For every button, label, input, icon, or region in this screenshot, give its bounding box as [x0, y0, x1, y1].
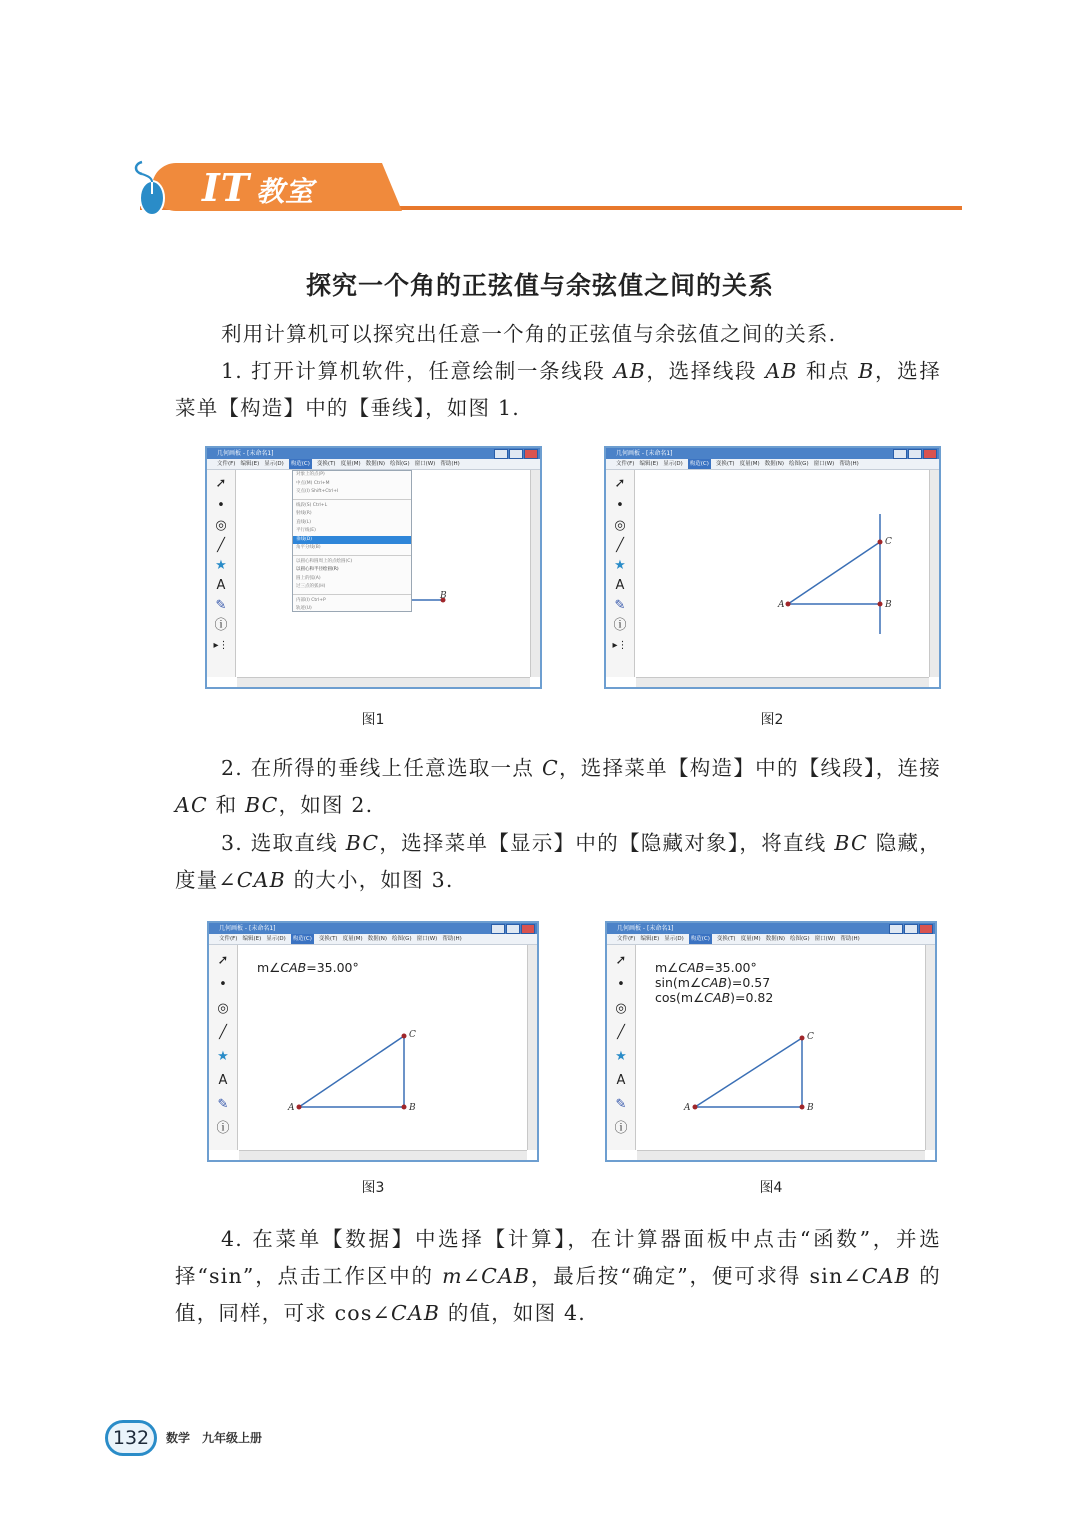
window-title: 几何画板 - [未命名1] — [607, 923, 935, 934]
angle-measurement[interactable]: m∠CAB=35.00° — [655, 960, 757, 975]
menu-edit[interactable]: 编辑(E) — [640, 936, 660, 942]
step1-t1: 1. 打开计算机软件，任意绘制一条线段 — [221, 359, 606, 383]
step1-t4: ，选择菜单【构造】中的【垂线】，如图 1. — [175, 359, 942, 420]
horizontal-scrollbar[interactable] — [239, 1150, 527, 1160]
menu-construct[interactable]: 构造(C) — [290, 461, 310, 467]
marker-tool-icon[interactable]: ✎ — [615, 1097, 627, 1112]
step1-t3: 和点 — [805, 359, 851, 383]
menu-separator — [293, 553, 411, 556]
step4-t1: 4. 在菜单【数据】中选择【计算】，在计算器面板中点击“函数”，并选择“sin”，点击工作区中的 — [175, 1227, 941, 1288]
menu-data[interactable]: 数据(N) — [765, 936, 786, 942]
vertical-scrollbar[interactable] — [530, 470, 540, 677]
step4-paragraph — [175, 1221, 941, 1332]
menu-item-ray[interactable]: 射线(R) — [296, 511, 312, 516]
window-title: 几何画板 - [未命名1] — [209, 923, 537, 934]
menu-item-locus[interactable]: 轨迹(U) — [296, 606, 312, 611]
point-a[interactable] — [693, 1105, 698, 1110]
text-tool-icon[interactable]: A — [616, 1073, 626, 1088]
marker-tool-icon[interactable]: ✎ — [614, 598, 626, 613]
step1-t2: ，选择线段 — [645, 359, 758, 383]
point-b[interactable] — [800, 1105, 805, 1110]
point-c[interactable] — [878, 540, 883, 545]
point-tool-icon[interactable]: • — [616, 498, 624, 513]
step1-v3: B — [858, 359, 875, 383]
menu-file[interactable]: 文件(F) — [217, 461, 236, 467]
page-number: 132 — [105, 1420, 157, 1456]
intro-paragraph: 利用计算机可以探究出任意一个角的正弦值与余弦值之间的关系. — [221, 322, 837, 346]
menu-transform[interactable]: 变换(T) — [316, 461, 336, 467]
cosine-calculation[interactable]: cos(m∠CAB)=0.82 — [655, 990, 774, 1005]
angle-measurement[interactable]: m∠CAB=35.00° — [257, 960, 359, 975]
marker-tool-icon[interactable]: ✎ — [217, 1097, 229, 1112]
window-title: 几何画板 - [未命名1] — [606, 448, 939, 459]
menu-help[interactable]: 帮助(H) — [839, 461, 859, 467]
step1-v2: AB — [765, 359, 798, 383]
polygon-tool-icon[interactable]: ★ — [217, 1049, 229, 1064]
horizontal-scrollbar[interactable] — [637, 1150, 925, 1160]
menu-separator — [293, 592, 411, 595]
menu-transform[interactable]: 变换(T) — [715, 461, 735, 467]
figure-3-window — [207, 921, 539, 1162]
step3-t2: ，选择菜单【显示】中的【隐藏对象】，将直线 — [379, 831, 827, 855]
menu-item-arc-on-circle[interactable]: 圆上的弧(A) — [296, 575, 321, 581]
figure-1-window — [205, 446, 542, 689]
compass-tool-icon[interactable]: ◎ — [615, 1001, 627, 1016]
menu-item-segment[interactable]: 线段(S) Ctrl+L — [296, 502, 328, 508]
menu-edit[interactable]: 编辑(E) — [240, 461, 260, 467]
menu-file[interactable]: 文件(F) — [219, 936, 238, 942]
step1-paragraph — [175, 353, 941, 427]
arrow-tool-icon[interactable]: ➚ — [215, 476, 227, 491]
step4-t3: 的值，同样，可求 cos∠ — [175, 1264, 941, 1325]
menu-graph[interactable]: 绘图(G) — [392, 936, 412, 942]
step1-v1: AB — [613, 359, 646, 383]
menu-construct[interactable]: 构造(C) — [292, 936, 312, 942]
step2-t2: ，选择菜单【构造】中的【线段】，连接 — [558, 756, 941, 780]
menu-item-perpendicular[interactable]: 垂线(D) — [293, 536, 411, 545]
vertical-scrollbar[interactable] — [925, 945, 935, 1150]
label-a: A — [778, 600, 785, 610]
figure-4-canvas — [607, 923, 935, 1160]
menu-edit[interactable]: 编辑(E) — [639, 461, 659, 467]
menu-window[interactable]: 窗口(W) — [813, 461, 835, 467]
point-b[interactable] — [402, 1105, 407, 1110]
line-tool-icon[interactable]: ╱ — [219, 1025, 227, 1040]
menu-item-midpoint[interactable]: 中点(M) Ctrl+M — [296, 480, 330, 486]
section-title: 探究一个角的正弦值与余弦值之间的关系 — [305, 271, 774, 300]
line-tool-icon[interactable]: ╱ — [616, 538, 624, 553]
custom-tool-icon[interactable]: ▸⋮ — [213, 640, 229, 651]
menu-data[interactable]: 数据(N) — [367, 936, 388, 942]
label-b: B — [807, 1103, 814, 1113]
figure-4-window — [605, 921, 937, 1162]
label-b: B — [440, 591, 447, 601]
menu-file[interactable]: 文件(F) — [617, 936, 636, 942]
menu-item-interior[interactable]: 内部(I) Ctrl+P — [296, 597, 326, 603]
step4-v3: CAB — [390, 1301, 441, 1325]
menu-item-arc-three-points[interactable]: 过三点的弧(H) — [296, 584, 326, 589]
step2-v3: BC — [245, 793, 279, 817]
step3-t1: 3. 选取直线 — [221, 831, 338, 855]
step2-v1: C — [541, 756, 559, 780]
menu-transform[interactable]: 变换(T) — [318, 936, 338, 942]
info-tool-icon[interactable]: ⓘ — [216, 1121, 230, 1136]
point-tool-icon[interactable]: • — [219, 977, 227, 992]
label-c: C — [885, 537, 892, 547]
line-tool-icon[interactable]: ╱ — [617, 1025, 625, 1040]
menu-graph[interactable]: 绘图(G) — [390, 461, 410, 467]
polygon-tool-icon[interactable]: ★ — [215, 558, 227, 573]
step3-v1: BC — [345, 831, 380, 855]
menu-edit[interactable]: 编辑(E) — [242, 936, 262, 942]
step3-t4: 的大小，如图 3. — [293, 868, 454, 892]
point-c[interactable] — [800, 1036, 805, 1041]
book-title: 数学 九年级上册 — [166, 1431, 263, 1445]
line-tool-icon[interactable]: ╱ — [217, 538, 225, 553]
sine-calculation[interactable]: sin(m∠CAB)=0.57 — [655, 975, 771, 990]
menu-measure[interactable]: 度量(M) — [739, 461, 760, 467]
menu-display[interactable]: 显示(D) — [264, 461, 284, 467]
menu-item-circle-center-point[interactable]: 以圆心和圆周上的点绘圆(C) — [296, 558, 353, 564]
menu-separator — [293, 497, 411, 500]
figure-2-caption: 图2 — [760, 712, 784, 728]
menu-item-line[interactable]: 直线(L) — [296, 519, 312, 525]
menu-window[interactable]: 窗口(W) — [416, 936, 438, 942]
step4-t2: ，最后按“确定”，便可求得 sin∠ — [530, 1264, 862, 1288]
header-title-class: 教室 — [256, 175, 315, 208]
label-c: C — [409, 1030, 416, 1040]
info-tool-icon[interactable]: ⓘ — [214, 618, 228, 633]
point-c[interactable] — [402, 1034, 407, 1039]
vertical-scrollbar[interactable] — [929, 470, 939, 677]
info-tool-icon[interactable]: ⓘ — [614, 1121, 628, 1136]
header-title-it: IT — [202, 165, 251, 210]
custom-tool-icon[interactable]: ▸⋮ — [612, 640, 628, 651]
arrow-tool-icon[interactable]: ➚ — [614, 476, 626, 491]
figure-3-canvas — [209, 923, 537, 1160]
text-tool-icon[interactable]: A — [216, 578, 226, 593]
compass-tool-icon[interactable]: ◎ — [217, 1001, 229, 1016]
text-tool-icon[interactable]: A — [218, 1073, 228, 1088]
menu-item-intersection[interactable]: 交点(I) Shift+Ctrl+I — [296, 489, 339, 494]
horizontal-scrollbar[interactable] — [636, 677, 929, 687]
step2-paragraph — [175, 750, 941, 824]
menu-graph[interactable]: 绘图(G) — [789, 461, 809, 467]
menu-data[interactable]: 数据(N) — [764, 461, 785, 467]
menu-help[interactable]: 帮助(H) — [440, 461, 460, 467]
menu-measure[interactable]: 度量(M) — [342, 936, 363, 942]
menu-window[interactable]: 窗口(W) — [414, 461, 436, 467]
menu-item-parallel[interactable]: 平行线(E) — [296, 528, 316, 533]
segment-ac[interactable] — [695, 1038, 802, 1107]
menu-measure[interactable]: 度量(M) — [740, 936, 761, 942]
point-a[interactable] — [297, 1105, 302, 1110]
step4-v1: m∠CAB — [442, 1264, 531, 1288]
step3-v2: BC — [834, 831, 868, 855]
arrow-tool-icon[interactable]: ➚ — [615, 953, 627, 968]
compass-tool-icon[interactable]: ◎ — [215, 518, 227, 533]
menu-help[interactable]: 帮助(H) — [840, 936, 860, 942]
point-a[interactable] — [786, 602, 791, 607]
segment-ac[interactable] — [299, 1036, 404, 1107]
step4-t4: 的值，如图 4. — [447, 1301, 586, 1325]
menu-graph[interactable]: 绘图(G) — [790, 936, 810, 942]
step4-v2: CAB — [861, 1264, 911, 1288]
arrow-tool-icon[interactable]: ➚ — [217, 953, 229, 968]
label-c: C — [807, 1032, 814, 1042]
step3-paragraph — [175, 825, 941, 899]
step2-t3: 和 — [215, 793, 238, 817]
horizontal-scrollbar[interactable] — [237, 677, 530, 687]
marker-tool-icon[interactable]: ✎ — [215, 598, 227, 613]
polygon-tool-icon[interactable]: ★ — [615, 1049, 627, 1064]
mouse-icon — [130, 158, 178, 218]
label-a: A — [288, 1103, 295, 1113]
menu-help[interactable]: 帮助(H) — [442, 936, 462, 942]
polygon-tool-icon[interactable]: ★ — [614, 558, 626, 573]
menu-transform[interactable]: 变换(T) — [716, 936, 736, 942]
figure-1-caption: 图1 — [361, 712, 385, 728]
menu-window[interactable]: 窗口(W) — [814, 936, 836, 942]
text-tool-icon[interactable]: A — [615, 578, 625, 593]
menu-display[interactable]: 显示(D) — [663, 461, 683, 467]
menu-construct[interactable]: 构造(C) — [690, 936, 710, 942]
menu-display[interactable]: 显示(D) — [266, 936, 286, 942]
menu-item-point-on-object[interactable]: 对象上的点(P) — [296, 472, 325, 477]
menu-measure[interactable]: 度量(M) — [340, 461, 361, 467]
figure-4-caption: 图4 — [759, 1180, 783, 1196]
label-b: B — [409, 1103, 416, 1113]
figure-2-window — [604, 446, 941, 689]
step3-t3: 隐藏，度量∠ — [175, 831, 942, 892]
menu-item-angle-bisector[interactable]: 角平分线(B) — [296, 545, 321, 550]
header-title — [202, 166, 314, 210]
menu-item-circle-center-radius[interactable]: 以圆心和半径绘圆(R) — [296, 567, 339, 572]
step3-v3: CAB — [236, 868, 286, 892]
window-title: 几何画板 - [未命名1] — [207, 448, 540, 459]
menu-data[interactable]: 数据(N) — [365, 461, 386, 467]
step2-t4: ，如图 2. — [278, 793, 374, 817]
figure-2-canvas — [606, 448, 939, 687]
figure-3-caption: 图3 — [361, 1180, 385, 1196]
point-tool-icon[interactable]: • — [617, 977, 625, 992]
label-b: B — [885, 600, 892, 610]
construct-dropdown-menu — [292, 470, 412, 612]
point-b[interactable] — [878, 602, 883, 607]
vertical-scrollbar[interactable] — [527, 945, 537, 1150]
step2-t1: 2. 在所得的垂线上任意选取一点 — [221, 756, 535, 780]
step2-v2: AC — [175, 793, 208, 817]
info-tool-icon[interactable]: ⓘ — [613, 618, 627, 633]
label-a: A — [684, 1103, 691, 1113]
point-tool-icon[interactable]: • — [217, 498, 225, 513]
menu-file[interactable]: 文件(F) — [616, 461, 635, 467]
menu-display[interactable]: 显示(D) — [664, 936, 684, 942]
menu-construct[interactable]: 构造(C) — [689, 461, 709, 467]
segment-ac[interactable] — [788, 542, 880, 604]
compass-tool-icon[interactable]: ◎ — [614, 518, 626, 533]
